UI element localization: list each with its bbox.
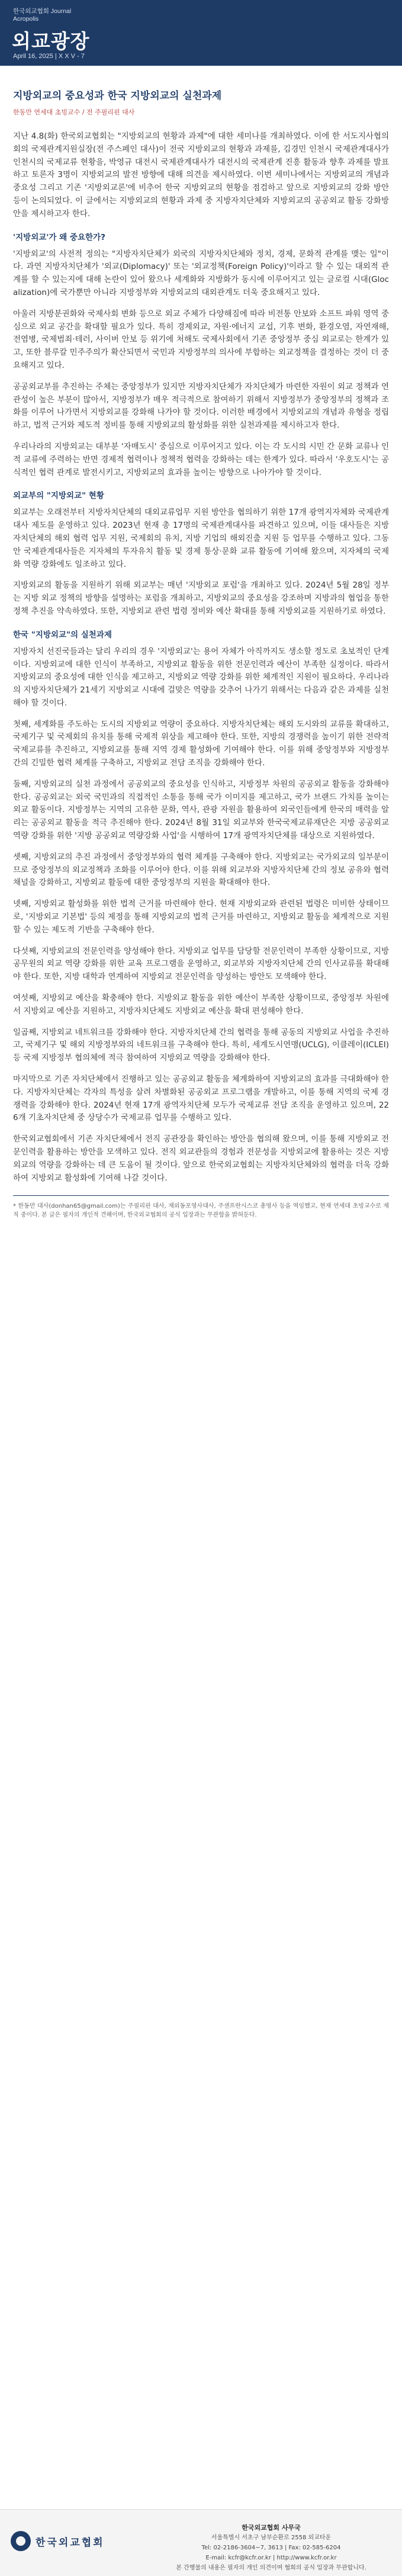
- journal-name-ko: 한국외교협회 Journal: [13, 8, 72, 15]
- publisher-note: 본 간행물의 내용은 필자의 개인 의견이며 협회의 공식 입장과 무관합니다.: [176, 2565, 366, 2571]
- section-heading: 한국 "지방외교"의 실천과제: [13, 630, 112, 640]
- article-title: 지방외교의 중요성과 한국 지방외교의 실천과제: [13, 90, 222, 102]
- paragraph: 다섯째, 지방외교의 전문인력을 양성해야 한다. 지방외교 업무를 담당할 전문인력이 부족한 상황이므로, 지방공무원의 외교 역량 강화를 위한 교육 프로그램을 운영하고, 외교부와 지방자치단체 간의 인사교류를 확대해야 한다. 또한, 지방 대학과 연계하여 지방외교 전문인력을 양성하는 방안도 모색해야 한다.: [13, 946, 389, 982]
- article-content: [13, 89, 389, 1220]
- section-heading: '지방외교'가 왜 중요한가?: [13, 232, 105, 242]
- publisher-address: 서울특별시 서초구 남부순환로 2558 외교타운: [211, 2535, 332, 2541]
- paragraph: 첫째, 세계화를 주도하는 도시의 지방외교 역량이 중요하다. 지방자치단체는 해외 도시와의 교류를 확대하고, 국제기구 및 국제회의 유치를 통해 국제적 위상을 제고해야 한다. 또한, 지방의 경쟁력을 높이기 위한 전략적 국제교류를 추진하고, 지방외교를 통해 지역 경제 활성화에 기여해야 한다. 이를 위해 중앙정부와 지방정부 간의 긴밀한 협력 체계를 구축하고, 지방외교 전담 조직을 강화해야 한다.: [13, 719, 389, 768]
- paragraph: 지방자치 선진국들과는 달리 우리의 경우 '지방외교'는 용어 자체가 아직까지도 생소할 정도로 초보적인 단계이다. 지방외교에 대한 인식이 부족하고, 지방외교 활동을 위한 전문인력과 예산이 부족한 실정이다. 따라서 지방외교의 중요성에 대한 인식을 제고하고, 지방외교 역량 강화를 위한 체계적인 지원이 필요하다. 우리나라의 지방자치단체가 21세기 지방외교 시대에 걸맞은 역량을 갖추어 나가기 위해서는 다음과 같은 과제를 실천해야 할 것이다.: [13, 646, 389, 708]
- paragraph: 둘째, 지방외교의 실천 과정에서 공공외교의 중요성을 인식하고, 지방정부 차원의 공공외교 활동을 강화해야 한다. 공공외교는 외국 국민과의 직접적인 소통을 통해 국가 이미지를 제고하고, 국가 브랜드 가치를 높이는 외교 활동이다. 지방정부는 지역의 고유한 문화, 역사, 관광 자원을 활용하여 외국인들에게 한국의 매력을 알리는 공공외교 활동을 적극 추진해야 한다. 2024년 8월 31일 외교부와 한국국제교류재단은 지방 공공외교 역량 강화를 위한 '지방 공공외교 역량강화 사업'을 시행하여 17개 광역자치단체를 대상으로 지원하였다.: [13, 779, 389, 841]
- paragraph: 공공외교부를 추진하는 주체는 중앙정부가 있지만 지방자치단체가 자치단체가 마련한 자원이 외교 정책과 연관성이 높은 부분이 많아서, 지방정부가 매우 적극적으로 참여하기 위해서 지방정부가 중앙정부의 정책과 조화를 이루어 나가면서 지방외교를 강화해 나가야 할 것이다. 이러한 배경에서 지방외교의 개념과 유형을 정립하고, 법적 근거와 제도적 정비를 통해 지방외교의 활성화를 위한 실천과제를 제시하고자 한다.: [13, 381, 389, 431]
- association-logo: [11, 2531, 105, 2551]
- paragraph: 지방외교의 활동을 지원하기 위해 외교부는 매년 '지방외교 포럼'을 개최하고 있다. 2024년 5월 28일 정부는 지방 외교 정책의 방향을 설명하는 포럼을 개최하고, 지방외교의 중요성을 강조하며 지방과의 협업을 통한 정책 추진을 약속하였다. 또한, 지방외교 관련 법령 정비와 예산 확대를 통해 지방외교를 지원하기로 하였다.: [13, 580, 389, 616]
- section-heading: 외교부의 "지방외교" 현황: [13, 491, 104, 501]
- journal-title: 외교광장: [12, 30, 90, 53]
- journal-name-en: Acropolis: [13, 15, 39, 23]
- paragraph: 마지막으로 기존 자치단체에서 진행하고 있는 공공외교 활동을 체계화하여 지방외교의 효과를 극대화해야 한다. 지방자치단체는 각자의 특성을 살려 차별화된 공공외교 프로그램을 개발하고, 이를 통해 지역의 국제 경쟁력을 강화해야 한다. 2024년 현재 17개 광역자치단체 모두가 국제교류 전담 조직을 운영하고 있으며, 226개 기초자치단체 중 상당수가 국제교류 업무를 수행하고 있다.: [13, 1074, 389, 1123]
- footnote: * 한동만 대사(donhan65@gmail.com)는 주필리핀 대사, 재외동포영사대사, 주샌프란시스코 총영사 등을 역임했고, 현재 연세대 초빙교수로 재직 중이다. 본 글은 필자의 개인적 견해이며, 한국외교협회의 공식 입장과는 무관함을 밝혀둔다.: [13, 1203, 389, 1219]
- article-author: 한동만 연세대 초빙교수 / 전 주필리핀 대사: [13, 108, 135, 116]
- emblem-icon: [11, 2531, 31, 2551]
- paragraph: 외교부는 오래전부터 지방자치단체의 대외교류업무 지원 방안을 협의하기 위한 17개 광역지자체와 국제관계대사 제도를 운영하고 있다. 2023년 현재 총 17명의 국제관계대사를 파견하고 있으며, 이들 대사들은 지방자치단체의 해외 협력 업무 지원, 국제회의 유치, 지방 기업의 해외진출 지원 등 업무를 수행하고 있다. 그동안 국제관계대사들은 지자체의 투자유치 활동 및 경제 통상·문화 교류 활동에 기여해 왔으며, 지자체의 국제화 역량 강화에도 일조하고 있다.: [13, 508, 389, 569]
- logo-text: 한국외교협회: [36, 2536, 105, 2549]
- paragraph: 넷째, 지방외교 활성화를 위한 법적 근거를 마련해야 한다. 현재 지방외교와 관련된 법령은 미비한 상태이므로, '지방외교 기본법' 등의 제정을 통해 지방외교의 법적 근거를 마련하고, 지방외교 활동을 체계적으로 지원할 수 있는 제도적 기반을 구축해야 한다.: [13, 899, 389, 935]
- paragraph: 지난 4.8(화) 한국외교협회는 "지방외교의 현황과 과제"에 대한 세미나를 개최하였다. 이에 한 서도지사협의회의 국제관계지원실장(전 주스페인 대사)이 전국 지방외교의 현황과 과제를, 김경민 인천시 국제관계대사가 인천시의 국제교류 현황을, 박영규 대전시 국제관계대사가 대전시의 국제관계 진흥 활동과 향후 과제를 발표하고 토론자 3명이 지방외교의 발전 방향에 대해 의견을 제시하였다. 이번 세미나에서는 지방외교의 개념과 중요성 그리고 기존 '지방외교론'에 비추어 한국 지방외교의 현황을 점검하고 앞으로 지방외교의 강화 방안 등이 논의되었다. 이 글에서는 지방외교의 현황과 과제 중 지방자치단체와 지방외교의 공공외교 활동 강화방안을 제시하고자 한다.: [13, 131, 389, 219]
- publisher-email[interactable]: E-mail: kcfr@kcfr.or.kr | http://www.kcfr.or.kr: [205, 2555, 337, 2561]
- footnote-divider: [13, 1195, 389, 1196]
- journal-name: [13, 8, 71, 23]
- publisher-name: 한국외교협회 사무국: [242, 2524, 301, 2532]
- paragraph: 여섯째, 지방외교 예산을 확충해야 한다. 지방외교 활동을 위한 예산이 부족한 상황이므로, 중앙정부 차원에서 지방외교 예산을 지원하고, 지방자치단체도 지방외교 예산을 확대 편성해야 한다.: [13, 993, 389, 1016]
- publisher-tel: Tel: 02-2186-3604~7, 3613 | Fax: 02-585-6204: [201, 2545, 341, 2551]
- paragraph: 아울러 지방분권화와 국제사회 변화 등으로 외교 주체가 다양해짐에 따라 비전통 안보와 소프트 파워 영역 중심으로 외교 공간을 확대할 필요가 있다. 특히 경제외교, 자원·에너지 교섭, 기후 변화, 환경오염, 자연재해, 전염병, 국제범죄·테러, 사이버 안보 등 위기에 처해도 국제사회에서 기존 중앙정부 중심 외교로는 한계가 있고, 또한 블루칼 민주주의가 확산되면서 국민과 지방정부의 의사에 부합하는 외교정책을 결정하는 것이 더 중요해지고 있다.: [13, 309, 389, 370]
- publisher-info: [153, 2523, 390, 2573]
- paragraph: 셋째, 지방외교의 추진 과정에서 중앙정부와의 협력 체계를 구축해야 한다. 지방외교는 국가외교의 일부분이므로 중앙정부의 외교정책과 조화를 이루어야 한다. 이를 위해 외교부와 지방자치단체 간의 정보 공유와 협력 채널을 강화하고, 지방외교 활동에 대한 중앙정부의 지원을 확대해야 한다.: [13, 852, 389, 888]
- paragraph: 한국외교협회에서 기존 자치단체에서 전직 공관장을 확인하는 방안을 협의해 왔으며, 이를 통해 지방외교 전문인력을 활용하는 방안을 모색하고 있다. 전직 외교관들의 경험과 전문성을 지방외교에 활용하는 것은 지방외교의 역량을 강화하는 데 큰 도움이 될 것이다. 앞으로 한국외교협회는 지방자치단체와의 협력을 더욱 강화하여 지방외교 활성화에 기여해 나갈 것이다.: [13, 1134, 389, 1183]
- paragraph: '지방외교'의 사전적 정의는 "지방자치단체가 외국의 지방자치단체와 정치, 경제, 문화적 관계를 맺는 일"이다. 과연 지방자치단체가 '외교(Diplomacy)' 또는 '외교정책(Foreign Policy)'이라고 할 수 있는 대외적 관계를 할 수 있는지에 대해 논란이 있어 왔으나 세계화와 지방화가 동시에 이루어지고 있는 글로컬 시대(Glocalization)에 국가뿐만 아니라 지방정부와 지방외교의 대외관계도 더욱 중요해지고 있다.: [13, 249, 389, 297]
- page-footer: [0, 2509, 402, 2576]
- paragraph: 일곱째, 지방외교 네트워크를 강화해야 한다. 지방자치단체 간의 협력을 통해 공동의 지방외교 사업을 추진하고, 국제기구 및 해외 지방정부와의 네트워크를 구축해야 한다. 특히, 세계도시연맹(UCLG), 이클레이(ICLEI) 등 국제 지방정부 협의체에 적극 참여하여 지방외교 역량을 강화해야 한다.: [13, 1027, 389, 1063]
- paragraph: 우리나라의 지방외교는 대부분 '자매도시' 중심으로 이루어지고 있다. 이는 각 도시의 시민 간 문화 교류나 인적 교류에 주력하는 반면 경제적 협력이나 정책적 협력을 강화하는 데는 한계가 있다. 따라서 '우호도시'는 공식적인 협력 관계로 발전시키고, 지방외교의 효과를 높이는 방향으로 나아가야 할 것이다.: [13, 441, 389, 477]
- journal-header: [0, 0, 402, 66]
- issue-date: April 16, 2025 | X X V - 7: [13, 53, 85, 60]
